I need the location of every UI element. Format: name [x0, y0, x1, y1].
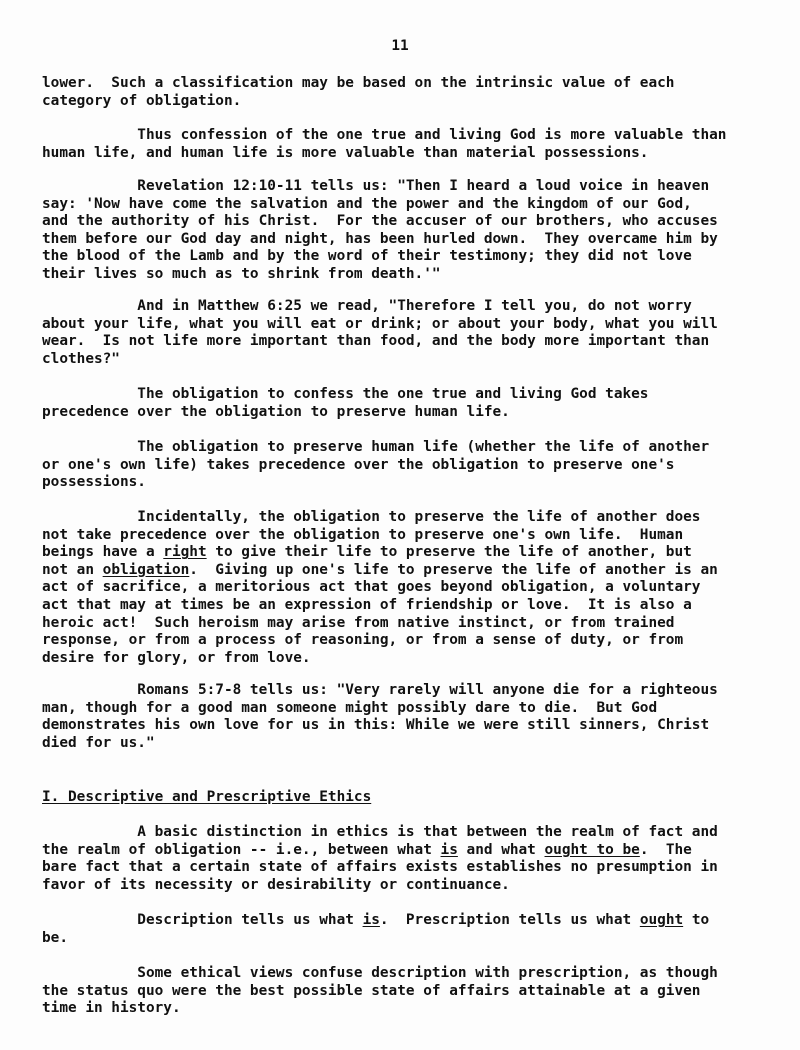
paragraph-confession-value: Thus confession of the one true and living God is more valuable than human life, and human life is more valuable than material possessions.: [42, 127, 727, 161]
paragraph-incidentally: Incidentally, the obligation to preserve the life of another does not take precedence over the obligation to preserve one's own life. Human beings have a right to give their life to preserve the life of another, but not an obligation. Giving up one's life to preserve the life of another is an act of sacrifice, a meritorious act that goes beyond obligation, a voluntary act that may at times be an expression of friendship or love. It is also a heroic act! Such heroism may arise from native instinct, or from trained response, or from a process of reasoning, or from a sense of duty, or from desire for glory, or from love.: [42, 509, 718, 666]
underlined-word-obligation: obligation: [102, 561, 190, 578]
paragraph-description-prescription: Description tells us what is. Prescription tells us what ought to be.: [42, 912, 710, 946]
paragraph-romans-quote: Romans 5:7-8 tells us: "Very rarely will anyone die for a righteous man, though for a good man someone might possibly dare to die. But God demonstrates his own love for us in this: While we were still sinners, Christ died for us.": [42, 682, 718, 751]
paragraph-matthew-quote: And in Matthew 6:25 we read, "Therefore I tell you, do not worry about your life, what you will eat or drink; or about your body, what you will wear. Is not life more important than food, and the body more important than clothes?": [42, 298, 718, 367]
paragraph-fact-vs-obligation: A basic distinction in ethics is that between the realm of fact and the realm of obligation -- i.e., between what is and what ought to be. The bare fact that a certain state of affairs exists establishes no presumption in favor of its necessity or desirability or continuance.: [42, 824, 718, 893]
underlined-word-right: right: [163, 544, 207, 561]
underlined-word-ought: ought: [639, 912, 684, 928]
paragraph-revelation-quote: Revelation 12:10-11 tells us: "Then I heard a loud voice in heaven say: 'Now have come the salvation and the power and the kingdom of our God, and the authority of his Christ. For the accuser of our brothers, who accuses them before our God day and night, has been hurled down. They overcame him by the blood of the Lamb and by the word of their testimony; they did not love their lives so much as to shrink from death.'": [42, 178, 718, 282]
underlined-phrase-ought-to-be: ought to be: [544, 841, 640, 858]
underlined-word-is: is: [440, 841, 458, 858]
paragraph-confess-precedence: The obligation to confess the one true and living God takes precedence over the obligation to preserve human life.: [42, 386, 649, 420]
paragraph-status-quo: Some ethical views confuse description with prescription, as though the status quo were the best possible state of affairs attainable at a given time in history.: [42, 965, 718, 1017]
paragraph-life-precedence: The obligation to preserve human life (whether the life of another or one's own life) takes precedence over the obligation to preserve one's possessions.: [42, 439, 710, 491]
underlined-word-is-2: is: [362, 912, 380, 928]
page-number: 11: [391, 38, 409, 54]
section-heading: I. Descriptive and Prescriptive Ethics: [42, 789, 372, 805]
paragraph-intrinsic-value: lower. Such a classification may be based on the intrinsic value of each category of obligation.: [42, 75, 675, 109]
